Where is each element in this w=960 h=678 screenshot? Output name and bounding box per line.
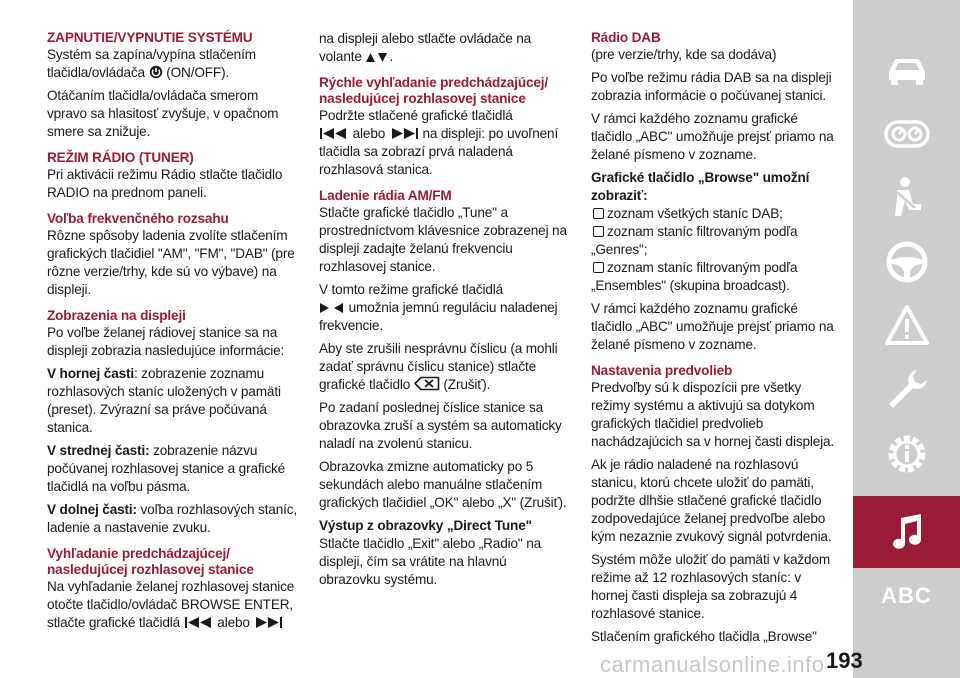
fine-tune-arrows-icon [319,302,345,314]
heading-band: Voľba frekvenčného rozsahu [47,211,229,226]
previous-track-icon [319,127,349,140]
paragraph-power-1: Systém sa zapína/vypína stlačením tlačidla/ovládača (ON/OFF). [47,47,256,80]
sidebar-item-index[interactable]: ABC [881,583,932,608]
paragraph-middle: V strednej časti: zobrazenie názvu počúvanej rozhlasovej stanice a grafické tlačidlá na voľbu pásma. [47,443,286,494]
gauges-icon [883,110,931,158]
paragraph-dab-2: Po voľbe režimu rádia DAB sa na displeji zobrazia informácie o počúvanej stanici. [591,70,832,103]
heading-radio-mode: REŽIM RÁDIO (TUNER) [47,150,194,165]
wrench-icon [883,366,931,414]
steering-wheel-icon [883,238,931,286]
column-middle [319,30,569,594]
paragraph-continued: na displeji alebo stlačte ovládače na volante . [319,31,532,64]
paragraph-search: Na vyhľadanie želanej rozhlasovej stanice otočte tlačidlo/ovládač BROWSE ENTER, stlačte grafické tlačidlá alebo [47,579,295,630]
paragraph-dab-1: (pre verzie/trhy, kde sa dodáva) [591,47,777,62]
paragraph-dab-4: V rámci každého zoznamu grafické tlačidlo „ABC" umožňuje prejsť priamo na želané písmeno v zozname. [591,301,834,352]
sidebar-item-dashboard[interactable] [853,102,960,166]
heading-preset: Nastavenia predvolieb [591,363,733,378]
heading-dab: Rádio DAB [591,30,661,45]
next-track-icon [253,616,283,629]
chapter-sidebar [853,0,960,678]
up-down-arrows-icon [365,52,389,63]
paragraph-upper: V hornej časti: zobrazenie zoznamu rozhlasových staníc uložených v pamäti (preset). Zvýrazní sa práve počúvaná stanica. [47,366,281,435]
paragraph-radio-mode: Pri aktivácii režimu Rádio stlačte tlačidlo RADIO na prednom paneli. [47,167,283,200]
paragraph-display: Po voľbe želanej rádiovej stanice sa na displeji zobrazia nasledujúce informácie: [47,325,285,358]
car-icon [883,46,931,94]
previous-track-icon [184,616,214,629]
browse-label: Grafické tlačidlo „Browse" umožní zobraziť: [591,170,810,203]
bullet-box-icon [593,262,604,273]
sidebar-item-technical-data[interactable] [853,422,960,486]
music-note-icon [883,508,931,556]
bullet-box-icon [593,208,604,219]
sidebar-item-multimedia[interactable] [853,496,960,568]
heading-power: ZAPNUTIE/VYPNUTIE SYSTÉMU [47,30,253,45]
paragraph-am-fm-1: Stlačte grafické tlačidlo „Tune" a prostredníctvom klávesnice zobrazenej na displeji zadajte želanú frekvenciu rozhlasovej stanice. [319,205,567,274]
paragraph-dab-3: V rámci každého zoznamu grafické tlačidlo „ABC" umožňuje prejsť priamo na želané písmeno v zozname. [591,111,834,162]
paragraph-preset-3: Systém môže uložiť do pamäti v každom režime až 12 rozhlasových staníc: v hornej časti displeja sa zobrazujú 4 rozhlasové stanice. [591,552,831,621]
list-item: zoznam staníc filtrovaným podľa „Genres"; [591,224,798,257]
heading-am-fm: Ladenie rádia AM/FM [319,188,452,203]
bullet-box-icon [593,226,604,237]
paragraph-preset-4: Stlačením grafického tlačidla „Browse" [591,629,817,644]
next-track-icon [389,127,419,140]
warning-triangle-icon [883,302,931,350]
paragraph-am-fm-4: Po zadaní poslednej číslice stanice sa obrazovka zruší a systém sa automaticky naladí na zvolenú stanicu. [319,400,562,451]
heading-search: Vyhľadanie predchádzajúcej/ nasledujúcej rozhlasovej stanice [47,546,254,577]
heading-fast-search: Rýchle vyhľadanie predchádzajúcej/ nasledujúcej rozhlasovej stanice [319,75,549,106]
sidebar-item-safety[interactable] [853,166,960,230]
paragraph-lower: V dolnej časti: voľba rozhlasových staníc, ladenie a nastavenie zvuku. [47,502,298,535]
sidebar-item-vehicle[interactable] [853,38,960,102]
list-item: zoznam všetkých staníc DAB; [591,205,841,223]
info-gear-icon [883,430,931,478]
paragraph-am-fm-2: V tomto režime grafické tlačidlá umožnia jemnú reguláciu naladenej frekvencie. [319,282,558,333]
exit-label: Výstup z obrazovky „Direct Tune" [319,518,532,533]
paragraph-fast-search: Podržte stlačené grafické tlačidlá alebo na displeji: po uvoľnení tlačidla sa zobrazí prvá naladená rozhlasová stanica. [319,108,559,177]
paragraph-preset-1: Predvoľby sú k dispozícii pre všetky režimy systému a aktivujú sa dotykom grafických tlačidiel predvolieb nachádzajúcich sa v hornej časti displeja. [591,380,835,449]
column-left [47,30,299,637]
power-icon [149,64,163,79]
paragraph-exit: Stlačte tlačidlo „Exit" alebo „Radio" na displeji, čím sa vrátite na hlavnú obrazovku systému. [319,536,542,587]
sidebar-item-driving[interactable] [853,230,960,294]
seatbelt-person-icon [883,174,931,222]
paragraph-am-fm-3: Aby ste zrušili nesprávnu číslicu (a mohli zadať správnu číslicu stanice) stlačte grafické tlačidlo (Zrušiť). [319,341,558,392]
paragraph-am-fm-5: Obrazovka zmizne automaticky po 5 sekundách alebo manuálne stlačením grafických tlačidiel „OK" alebo „X" (Zrušiť). [319,459,567,510]
column-right [591,30,841,651]
paragraph-band: Rôzne spôsoby ladenia zvolíte stlačením grafických tlačidiel "AM", "FM", "DAB" (pre rôzne verzie/trhy, kde sú vo výbave) na displeji. [47,228,295,297]
backspace-icon [414,376,440,391]
sidebar-item-warnings[interactable] [853,294,960,358]
paragraph-preset-2: Ak je rádio naladené na rozhlasovú stanicu, ktorú chcete uložiť do pamäti, podržte dlhšie stlačené grafické tlačidlo zodpovedajúce želanej predvoľbe alebo kým nezaznie zvukový signál potvrdenia. [591,457,832,544]
page-number: 193 [826,648,863,673]
list-item: zoznam staníc filtrovaným podľa „Ensembles" (skupina broadcast). [591,260,798,293]
watermark: carmanualsonline.info [600,652,825,677]
sidebar-item-maintenance[interactable] [853,358,960,422]
heading-display: Zobrazenia na displeji [47,308,186,323]
paragraph-power-2: Otáčaním tlačidla/ovládača smerom vpravo sa hlasitosť zvyšuje, v opačnom smere sa znižuje. [47,88,279,139]
